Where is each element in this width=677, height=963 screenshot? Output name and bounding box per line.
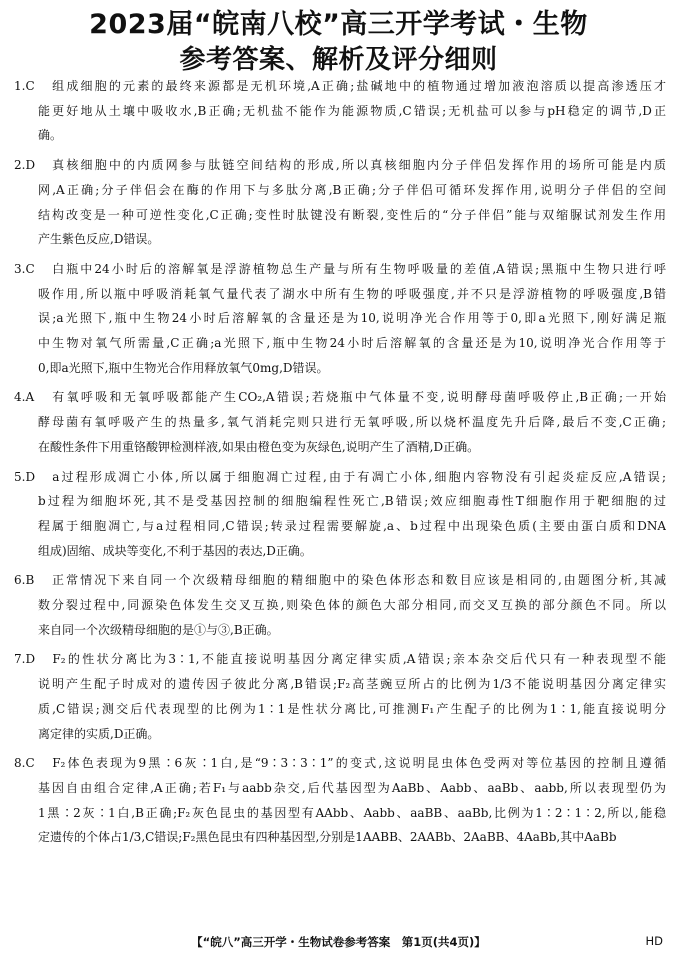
page-footer: 【“皖八”高三开学・生物试卷参考答案 第1页(共4页)】 <box>191 935 486 949</box>
answer-number: 6.B <box>14 573 35 588</box>
answer-text-line: 产生紫色反应,D错误。 <box>38 232 160 247</box>
answer-text-line: 离定律的实质,D正确。 <box>38 726 160 741</box>
answer-text-line: 定遗传的个体占1/3,C错误;F₂黑色昆虫有四种基因型,分别是1AABB、2AABb、2AaBB、4AaBb,其中AaBb <box>38 830 617 845</box>
answer-number: 2.D <box>14 158 36 173</box>
answer-item <box>14 385 666 459</box>
answer-text-line: 吸作用,所以瓶中呼吸消耗氧气量代表了湖水中所有生物的呼吸强度,并不只是浮游植物的呼吸强度,B错 <box>38 286 666 301</box>
document-subtitle: 参考答案、解析及评分细则 <box>179 45 498 75</box>
answer-text-line: 正常情况下来自同一个次级精母细胞的精细胞中的染色体形态和数目应该是相同的,由题图分析,其减 <box>38 573 666 588</box>
answer-text-line: 真核细胞中的内质网参与肽链空间结构的形成,所以真核细胞内分子伴侣发挥作用的场所可能是内质 <box>38 158 666 173</box>
answer-number: 4.A <box>14 390 35 405</box>
answer-number: 1.C <box>14 79 35 93</box>
answer-text-line: 质,C错误;测交后代表现型的比例为1∶1是性状分离比,可推测F₁产生配子的比例为1∶1,能直接说明分 <box>38 701 666 716</box>
answer-text-line: 白瓶中24小时后的溶解氧是浮游植物总生产量与所有生物呼吸量的差值,A错误;黑瓶中生物只进行呼 <box>38 261 666 276</box>
answer-text-line: a过程形成凋亡小体,所以属于细胞凋亡过程,由于有凋亡小体,细胞内容物没有引起炎症反应,A错误; <box>38 469 666 484</box>
answer-text-line: F₂的性状分离比为3∶1,不能直接说明基因分离定律实质,A错误;亲本杂交后代只有一种表现型不能 <box>38 652 666 667</box>
answer-item <box>14 465 666 564</box>
answer-text-line: 说明产生配子时成对的遗传因子彼此分离,B错误;F₂高茎豌豆所占的比例为1/3不能说明基因分离定律实 <box>38 677 666 692</box>
document-title: 2023届“皖南八校”高三开学考试・生物 <box>89 9 588 40</box>
answer-text-line: 网,A正确;分子伴侣会在酶的作用下与多肽分离,B正确;分子伴侣可循环发挥作用,说明分子伴侣的空间 <box>38 182 666 197</box>
answer-text-line: F₂体色表现为9黑∶6灰∶1白,是“9∶3∶3∶1”的变式,这说明昆虫体色受两对等位基因的控制且遵循 <box>38 756 666 771</box>
answer-text-line: 基因自由组合定律,A正确;若F₁与aabb杂交,后代基因型为AaBb、Aabb、aaBb、aabb,所以表现型仍为 <box>38 780 666 795</box>
answer-text-line: 1黑∶2灰∶1白,B正确;F₂灰色昆虫的基因型有AAbb、Aabb、aaBB、aaBb,比例为1∶2∶1∶2,所以,能稳 <box>38 805 666 820</box>
answer-item <box>14 751 666 850</box>
answer-item <box>14 647 666 746</box>
answer-text-line: 0,即a光照下,瓶中生物光合作用释放氧气0mg,D错误。 <box>38 360 329 375</box>
answer-list <box>14 74 666 855</box>
answer-text-line: 确。 <box>38 128 63 143</box>
answer-text-line: 程属于细胞凋亡,与a过程相同,C错误;转录过程需要解旋,a、b过程中出现染色质(主要由蛋白质和DNA <box>38 518 666 533</box>
answer-item <box>14 74 666 148</box>
answer-text-line: 组成)固缩、成块等变化,不利于基因的表达,D正确。 <box>38 543 312 558</box>
answer-text-line: 组成细胞的元素的最终来源都是无机环境,A正确;盐碱地中的植物通过增加液泡溶质以提高渗透压才 <box>38 79 666 93</box>
answer-text-line: 在酸性条件下用重铬酸钾检测样液,如果由橙色变为灰绿色,说明产生了酒精,D正确。 <box>38 439 480 454</box>
answer-text-line: 有氧呼吸和无氧呼吸都能产生CO₂,A错误;若烧瓶中气体量不变,说明酵母菌呼吸停止,B正确;一开始 <box>38 390 666 405</box>
answer-text-line: 误;a光照下,瓶中生物24小时后溶解氧的含量还是为10,说明净光合作用等于0,即a光照下,刚好满足瓶 <box>38 311 666 326</box>
corner-code: HD <box>645 934 663 948</box>
answer-text-line: 结构改变是一种可逆性变化,C正确;变性时肽键没有断裂,变性后的“分子伴侣”能与双缩脲试剂发生作用 <box>38 207 666 222</box>
answer-item <box>14 257 666 381</box>
answer-text-line: b过程为细胞坏死,其不是受基因控制的细胞编程性死亡,B错误;效应细胞毒性T细胞作用于靶细胞的过 <box>38 494 666 509</box>
answer-number: 8.C <box>14 756 35 771</box>
answer-item <box>14 568 666 642</box>
answer-text-line: 酵母菌有氧呼吸产生的热量多,氧气消耗完则只进行无氧呼吸,所以烧杯温度先升后降,最后不变,C正确; <box>38 415 666 430</box>
answer-number: 5.D <box>14 469 36 484</box>
answer-text-line: 能更好地从土壤中吸收水,B正确;无机盐不能作为能源物质,C错误;无机盐可以参与pH稳定的调节,D正 <box>38 103 666 118</box>
answer-text-line: 数分裂过程中,同源染色体发生交叉互换,则染色体的颜色大部分相同,而交叉互换的部分颜色不同。所以 <box>38 598 666 613</box>
answer-number: 7.D <box>14 652 36 667</box>
answer-number: 3.C <box>14 261 35 276</box>
answer-text-line: 中生物对氧气所需量,C正确;a光照下,瓶中生物24小时后溶解氧的含量还是为10,说明净光合作用等于 <box>38 336 666 351</box>
answer-text-line: 来自同一个次级精母细胞的是①与③,B正确。 <box>38 622 279 637</box>
answer-item <box>14 153 666 252</box>
